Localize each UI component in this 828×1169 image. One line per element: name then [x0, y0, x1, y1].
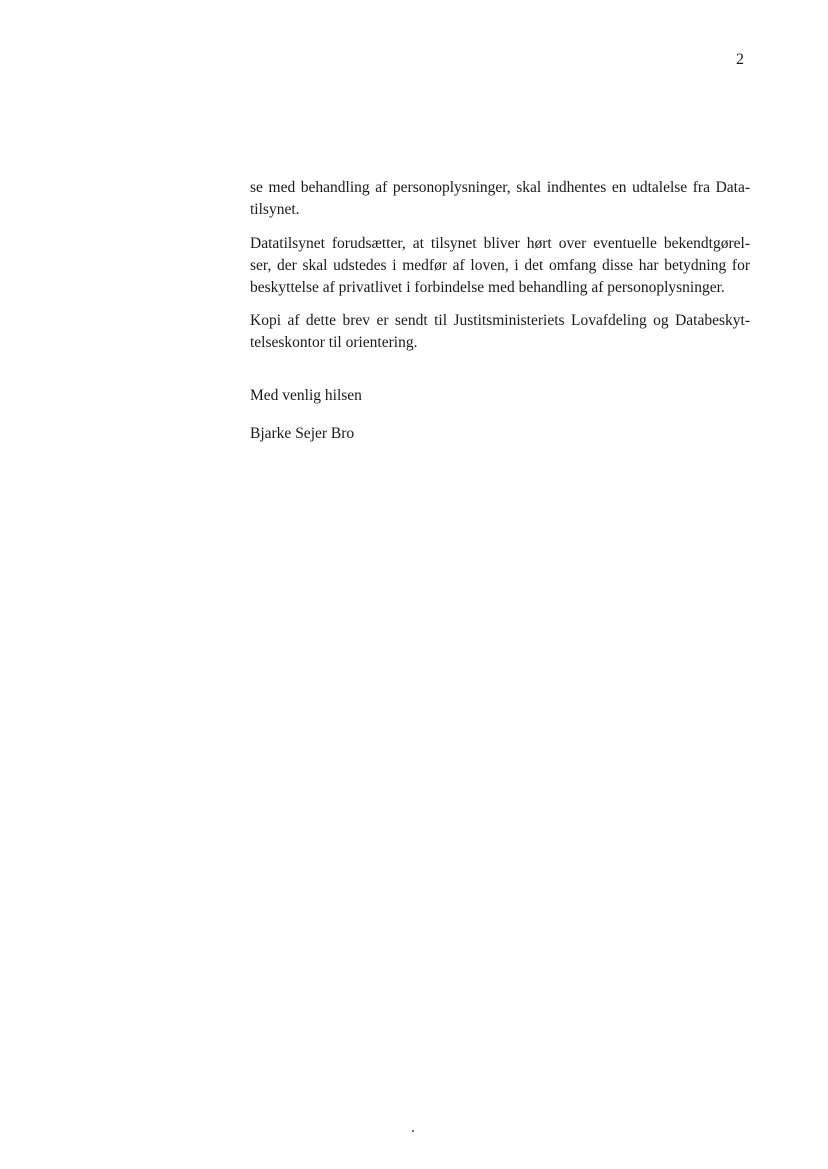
- paragraph-copy-notice: [250, 310, 750, 354]
- paragraph-hearing-requirement: [250, 233, 750, 299]
- text-line: beskyttelse af privatlivet i forbindelse med behandling af personoplysninger.: [250, 279, 725, 296]
- text-line: ser, der skal udstedes i medfør af loven, i det omfang disse har betydning for: [250, 257, 750, 274]
- text-line: telseskontor til orientering.: [250, 334, 418, 351]
- paragraph-datatilsynet-statement: [250, 177, 750, 221]
- page-number: 2: [736, 51, 744, 68]
- text-line: tilsynet.: [250, 201, 300, 218]
- signature-name: Bjarke Sejer Bro: [250, 425, 355, 442]
- text-line: Kopi af dette brev er sendt til Justitsministeriets Lovafdeling og Databeskyt-: [250, 312, 750, 329]
- closing-salutation: Med venlig hilsen: [250, 387, 362, 404]
- text-line: Datatilsynet forudsætter, at tilsynet bliver hørt over eventuelle bekendtgørel-: [250, 235, 750, 252]
- text-line: se med behandling af personoplysninger, skal indhentes en udtalelse fra Data-: [250, 179, 750, 196]
- scan-speck: [412, 1130, 414, 1132]
